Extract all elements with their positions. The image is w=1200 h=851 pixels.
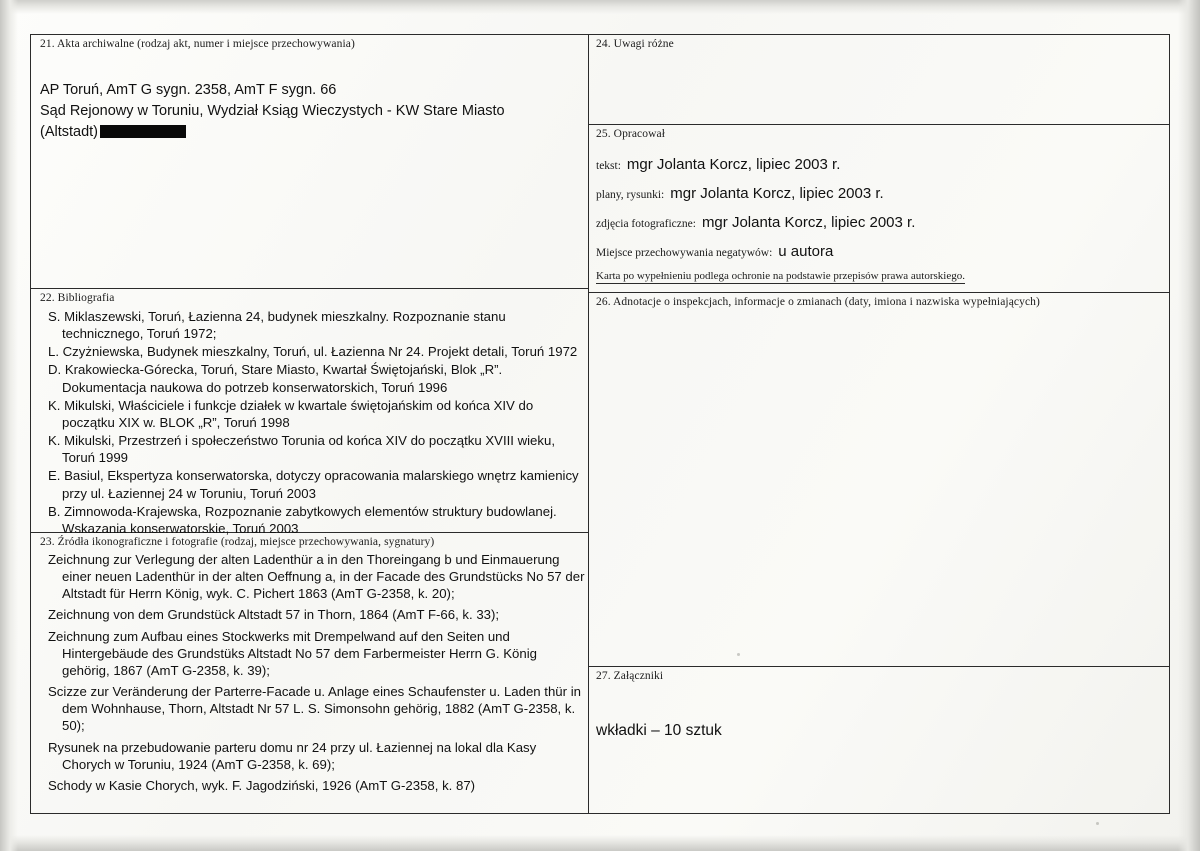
field-26-number: 26. <box>596 296 611 308</box>
field-26-caption <box>596 296 1162 308</box>
copyright-note-wrap <box>596 266 1162 284</box>
field-27-caption <box>596 670 1162 682</box>
iconography-item: Scizze zur Veränderung der Parterre-Facade u. Anlage eines Schaufenster u. Laden thür in dem Wohnhause, Thorn, Altstadt Nr 57 L. S. Simonsohn gehörig, 1882 (AmT G-2358, k. 50); <box>48 684 581 734</box>
field-27-number: 27. <box>596 670 611 682</box>
field-27-caption-text: Załączniki <box>613 670 664 682</box>
bibliography-item: K. Mikulski, Właściciele i funkcje działek w kwartale świętojańskim od końca XIV do początku XIX w. BLOK „R”, Toruń 1998 <box>48 397 534 430</box>
field-22-number: 22. <box>40 292 55 304</box>
negatives-location-value: u autora <box>778 243 834 260</box>
iconography-item: Rysunek na przebudowanie parteru domu nr 24 przy ul. Łaziennej na lokal dla Kasy Chorych w Toruniu, 1924 (AmT G-2358, k. 69); <box>48 739 537 772</box>
field-23 <box>36 536 586 795</box>
paper-edge-right <box>1178 0 1200 851</box>
rule-25-26 <box>588 292 1170 293</box>
negatives-location-label: Miejsce przechowywania negatywów: <box>596 247 773 259</box>
field-22-entries <box>40 308 585 537</box>
author-row <box>596 214 1162 231</box>
bibliography-item: E. Basiul, Ekspertyza konserwatorska, dotyczy opracowania malarskiego wnętrz kamienicy przy ul. Łaziennej 24 w Toruniu, Toruń 2003 <box>48 468 579 501</box>
field-25-number: 25. <box>596 128 611 140</box>
field-26-value[interactable] <box>596 316 1162 656</box>
field-21-line-3: (Altstadt) <box>40 124 99 141</box>
field-23-caption-text: Źródła ikonograficzne i fotografie (rodzaj, miejsce przechowywania, sygnatury) <box>57 536 435 548</box>
scan-speck <box>1096 822 1099 825</box>
redaction-bar <box>100 125 186 138</box>
field-21-line-3-wrap <box>40 122 580 143</box>
field-24 <box>596 38 1156 112</box>
bibliography-item: S. Miklaszewski, Toruń, Łazienna 24, budynek mieszkalny. Rozpoznanie stanu technicznego, Toruń 1972; <box>48 309 506 342</box>
rule-26-27 <box>588 666 1170 667</box>
field-21-line-1: AP Toruń, AmT G sygn. 2358, AmT F sygn. 66 <box>40 82 337 98</box>
iconography-item: Zeichnung von dem Grundstück Altstadt 57 in Thorn, 1864 (AmT F-66, k. 33); <box>48 607 500 623</box>
paper-edge-top <box>0 0 1200 14</box>
paper-edge-bottom <box>0 835 1200 851</box>
field-22 <box>40 292 585 538</box>
author-row-label: plany, rysunki: <box>596 189 665 201</box>
field-26 <box>596 296 1162 656</box>
field-25 <box>596 128 1162 284</box>
field-25-caption <box>596 128 1162 140</box>
copyright-note: Karta po wypełnieniu podlega ochronie na podstawie przepisów prawa autorskiego. <box>596 270 965 282</box>
field-23-entries <box>36 551 586 794</box>
field-27-value[interactable]: wkładki – 10 sztuk <box>596 722 722 739</box>
field-24-value[interactable] <box>596 56 1156 112</box>
iconography-item: Zeichnung zum Aufbau eines Stockwerks mit Drempelwand auf den Seiten und Hintergebäude des Grundstüks Altstadt No 57 dem Farbermeister Herrn G. König gehörig, 1867 (AmT G-2358, k. 39); <box>48 628 537 678</box>
field-24-caption <box>596 38 1156 50</box>
field-25-rows <box>596 156 1162 284</box>
iconography-item: Zeichnung zur Verlegung der alten Ladenthür a in den Thoreingang b und Einmauerung einer neuen Ladenthür in der alten Oeffnung a, in der Facade des Grundstücks No 57 der Altstadt für Herrn König, wyk. C. Pichert 1863 (AmT G-2358, k. 20); <box>48 552 585 602</box>
column-divider <box>588 34 589 814</box>
field-21-line-2: Sąd Rejonowy w Toruniu, Wydział Ksiąg Wieczystych - KW Stare Miasto <box>40 103 505 120</box>
bibliography-item: L. Czyżniewska, Budynek mieszkalny, Toruń, ul. Łazienna Nr 24. Projekt detali, Toruń 1972 <box>48 344 578 360</box>
author-row-value: mgr Jolanta Korcz, lipiec 2003 r. <box>670 185 884 202</box>
author-row-value: mgr Jolanta Korcz, lipiec 2003 r. <box>701 214 916 231</box>
rule-21-22 <box>30 288 588 289</box>
author-row <box>596 156 1162 173</box>
rule-24-25 <box>588 124 1170 125</box>
field-21 <box>40 38 580 143</box>
field-24-caption-text: Uwagi różne <box>613 38 674 50</box>
field-21-value <box>40 80 580 143</box>
paper-edge-left <box>0 0 18 851</box>
field-21-number: 21. <box>40 38 55 50</box>
field-23-caption <box>36 536 586 548</box>
field-21-caption <box>40 38 580 50</box>
author-row-value: mgr Jolanta Korcz, lipiec 2003 r. <box>626 156 841 173</box>
iconography-item: Schody w Kasie Chorych, wyk. F. Jagodziński, 1926 (AmT G-2358, k. 87) <box>48 777 476 793</box>
author-row-label: tekst: <box>596 160 621 172</box>
field-27 <box>596 670 1162 740</box>
field-22-caption <box>40 292 585 304</box>
bibliography-item: K. Mikulski, Przestrzeń i społeczeństwo Torunia od końca XIV do początku XVIII wieku, Toruń 1999 <box>48 433 555 466</box>
bibliography-item: D. Krakowiecka-Górecka, Toruń, Stare Miasto, Kwartał Świętojański, Blok „R”. Dokumentacja naukowa do potrzeb konserwatorskich, Toruń 1996 <box>48 362 503 395</box>
field-24-number: 24. <box>596 38 611 50</box>
bibliography-item: B. Zimnowoda-Krajewska, Rozpoznanie zabytkowych elementów struktury budowlanej. Wskazania konserwatorskie, Toruń 2003 <box>48 503 557 536</box>
field-25-caption-text: Opracował <box>613 128 666 140</box>
field-21-caption-text: Akta archiwalne (rodzaj akt, numer i miejsce przechowywania) <box>57 38 355 50</box>
author-row <box>596 185 1162 202</box>
author-row-label: zdjęcia fotograficzne: <box>596 218 696 230</box>
field-23-number: 23. <box>40 536 55 548</box>
field-26-caption-text: Adnotacje o inspekcjach, informacje o zmianach (daty, imiona i nazwiska wypełniających) <box>613 296 1040 308</box>
negatives-location-row <box>596 243 1162 260</box>
field-22-caption-text: Bibliografia <box>57 292 115 304</box>
